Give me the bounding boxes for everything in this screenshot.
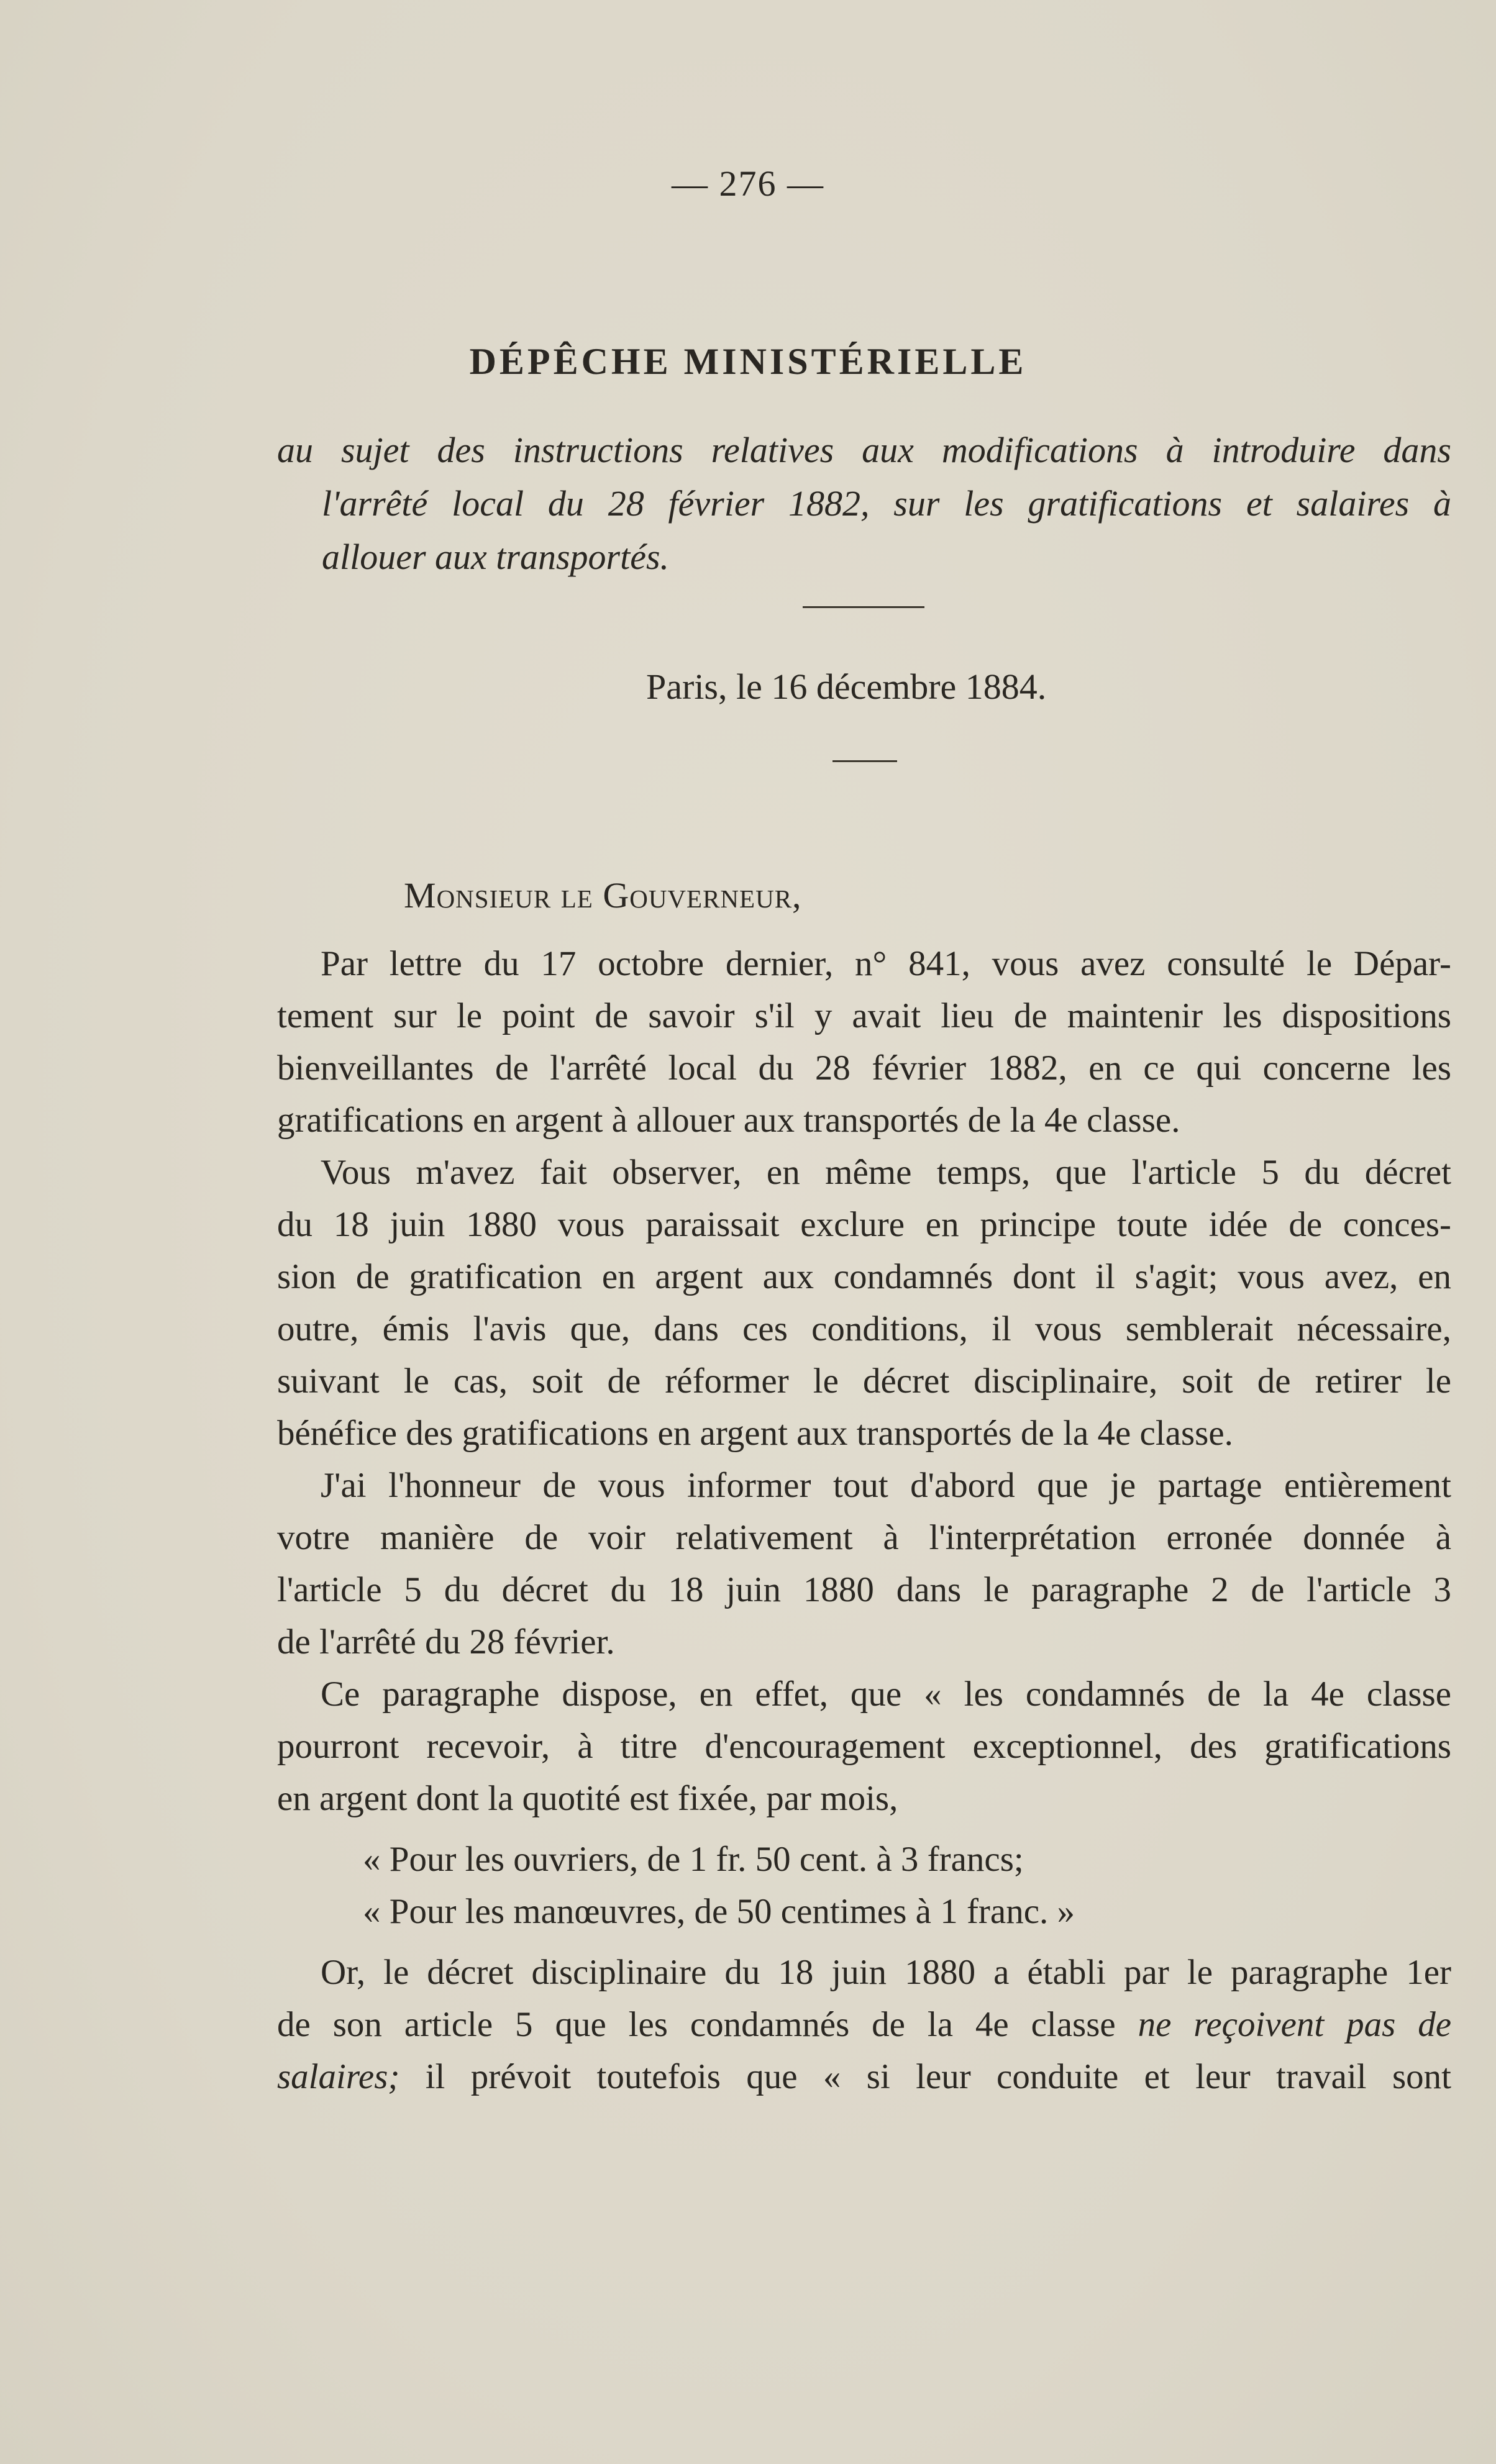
body-line: suivant le cas, soit de réformer le décret disciplinaire, soit de retirer le [277,1362,1451,1401]
body-line: Vous m'avez fait observer, en même temps, que l'article 5 du décret [321,1153,1451,1192]
body-line: bénéfice des gratifications en argent aux transportés de la 4e classe. [277,1414,1233,1453]
subtitle-line: allouer aux transportés. [322,537,670,577]
body-line: l'article 5 du décret du 18 juin 1880 dans le paragraphe 2 de l'article 3 [277,1570,1451,1609]
body-line: tement sur le point de savoir s'il y avait lieu de maintenir les dispositions [277,996,1451,1035]
salutation: Monsieur le Gouverneur, [404,875,802,916]
divider-rule [803,606,924,608]
body-segment: de son article 5 que les condamnés de la 4e classe [277,2005,1116,2044]
body-line: Or, le décret disciplinaire du 18 juin 1880 a établi par le paragraphe 1er [321,1953,1451,1992]
body-segment: il prévoit toutefois que « si leur conduite et leur travail sont [425,2057,1451,2096]
document-subtitle [277,424,1451,584]
body-line: pourront recevoir, à titre d'encouragement exceptionnel, des gratifications [277,1727,1451,1766]
body-line: outre, émis l'avis que, dans ces conditions, il vous semblerait nécessaire, [277,1309,1451,1348]
body-line: gratifications en argent à allouer aux transportés de la 4e classe. [277,1101,1180,1140]
body-line: en argent dont la quotité est fixée, par mois, [277,1779,898,1818]
body-segment-italic: ne reçoivent pas de [1138,2005,1452,2044]
body-line: Par lettre du 17 octobre dernier, n° 841, vous avez consulté le Dépar- [321,944,1451,983]
body-line: sion de gratification en argent aux condamnés dont il s'agit; vous avez, en [277,1257,1451,1296]
body-segment-italic: salaires; [277,2057,400,2096]
body-line [277,2051,1451,2103]
divider-rule [832,760,897,762]
subtitle-line: au sujet des instructions relatives aux modifications à introduire dans [277,430,1451,470]
spacer [277,1938,1451,1947]
subtitle-line: l'arrêté local du 28 février 1882, sur les gratifications et salaires à [322,483,1451,524]
letter-body [277,938,1451,2103]
body-line: du 18 juin 1880 vous paraissait exclure en principe toute idée de conces- [277,1205,1451,1244]
body-line [277,1999,1451,2051]
body-line: de l'arrêté du 28 février. [277,1622,615,1662]
body-line: votre manière de voir relativement à l'interprétation erronée donnée à [277,1518,1451,1557]
quote-line: « Pour les manœuvres, de 50 centimes à 1 franc. » [363,1892,1075,1931]
body-line: bienveillantes de l'arrêté local du 28 février 1882, en ce qui concerne les [277,1048,1451,1088]
quote-line: « Pour les ouvriers, de 1 fr. 50 cent. à 3 francs; [363,1840,1024,1879]
body-line: Ce paragraphe dispose, en effet, que « les condamnés de la 4e classe [321,1675,1451,1714]
page-number: — 276 — [672,163,824,204]
dateline: Paris, le 16 décembre 1884. [646,666,1047,707]
spacer [277,1825,1451,1834]
body-line: J'ai l'honneur de vous informer tout d'abord que je partage entièrement [321,1466,1451,1505]
document-title: DÉPÊCHE MINISTÉRIELLE [469,341,1027,382]
